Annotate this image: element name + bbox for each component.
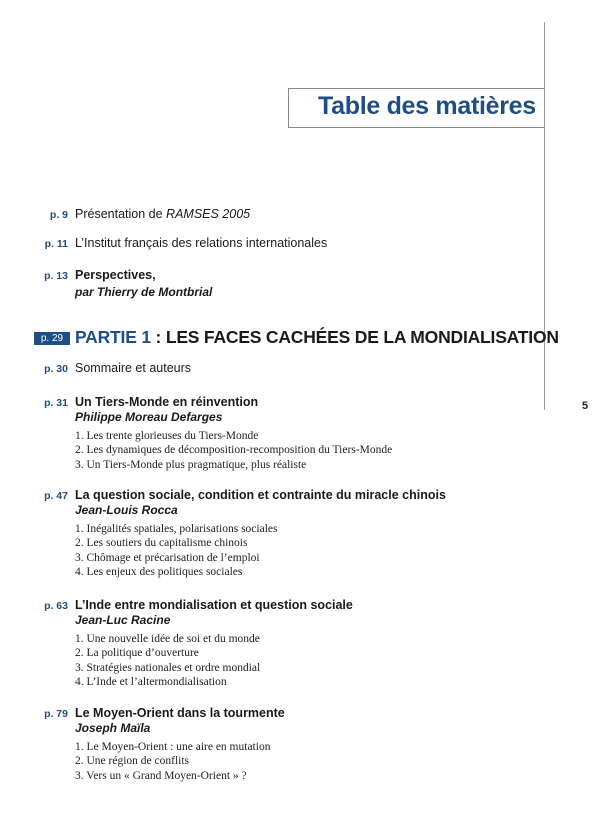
folio-number: 5 [582,400,589,412]
entry-title: L’Institut français des relations internationales [75,236,328,250]
section-item: 3. Chômage et précarisation de l’emploi [75,551,260,564]
chapter-author: Joseph Maïla [75,721,151,735]
chapter-title: Un Tiers-Monde en réinvention [75,395,259,409]
entry-author: par Thierry de Montbrial [75,285,213,299]
chapter-sections [75,522,277,579]
chapter-sections [75,429,392,472]
page-title: Table des matières [318,92,536,120]
section-item: 4. L’Inde et l’altermondialisation [75,675,227,688]
entry-title: Perspectives, [75,268,156,282]
entry-title: Présentation de RAMSES 2005 [75,207,251,221]
section-item: 3. Stratégies nationales et ordre mondial [75,661,261,674]
chapter-sections [75,632,260,689]
chapter-title: La question sociale, condition et contrainte du miracle chinois [75,488,446,502]
section-item: 2. La politique d’ouverture [75,647,199,660]
section-item: 1. Inégalités spatiales, polarisations sociales [75,523,278,535]
page-ref: p. 11 [44,238,68,250]
section-item: 2. Les dynamiques de décomposition-recomposition du Tiers-Monde [75,444,393,457]
chapter-author: Jean-Luc Racine [75,613,171,627]
page-ref: p. 79 [44,708,68,720]
chapter-sections [75,740,270,783]
section-item: 4. Les enjeux des politiques sociales [75,565,243,578]
page-ref: p. 13 [44,270,68,282]
section-item: 1. Une nouvelle idée de soi et du monde [75,633,260,645]
section-item: 3. Un Tiers-Monde plus pragmatique, plus réaliste [75,458,307,471]
partie-heading[interactable]: PARTIE 1 : LES FACES CACHÉES DE LA MONDIALISATION [75,327,559,347]
page-ref: p. 30 [44,363,68,375]
chapter-author: Jean-Louis Rocca [75,503,178,517]
chapter-author: Philippe Moreau Defarges [75,410,223,424]
partie-page-badge: p. 29 [34,332,70,345]
entry-title: Sommaire et auteurs [75,361,192,375]
page-ref: p. 47 [44,490,68,502]
page-ref: p. 31 [44,397,68,409]
section-item: 1. Le Moyen-Orient : une aire en mutation [75,741,271,753]
section-item: 2. Une région de conflits [75,755,190,768]
chapter-title: L’Inde entre mondialisation et question sociale [75,598,353,612]
section-item: 2. Les soutiers du capitalisme chinois [75,537,248,550]
section-item: 1. Les trente glorieuses du Tiers-Monde [75,430,259,442]
chapter-title: Le Moyen-Orient dans la tourmente [75,706,285,720]
page-ref: p. 63 [44,600,68,612]
margin-rule [544,22,545,410]
section-item: 3. Vers un « Grand Moyen-Orient » ? [75,769,247,782]
page-ref: p. 9 [49,209,68,221]
